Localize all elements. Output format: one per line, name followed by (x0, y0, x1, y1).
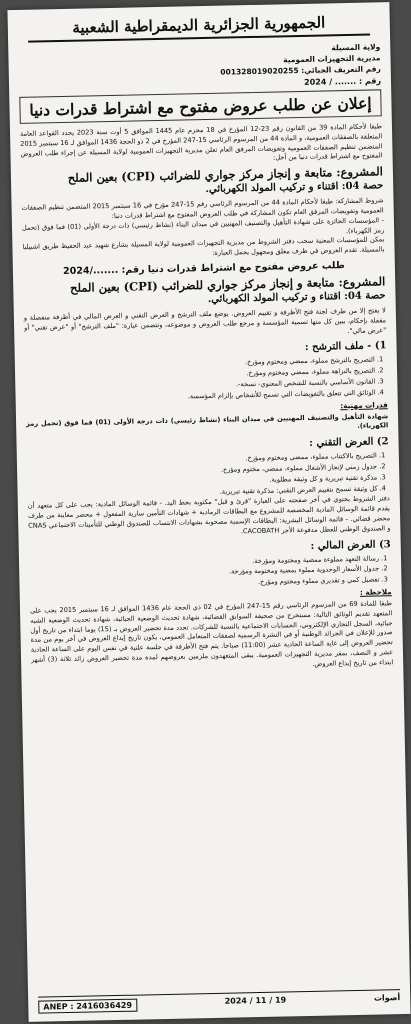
reference-number: رقم : ....... / 2024 (304, 76, 382, 87)
issuer-block (18, 41, 381, 82)
wilaya-label: ولاية المسيلة (331, 42, 381, 53)
anep-number: ANEP : 2416036429 (38, 999, 137, 1014)
newspaper-name: أصوات (373, 993, 401, 1003)
intro-paragraph: طبقا لأحكام المادة 39 من القانون رقم 23-12 المؤرخ في 18 محرم عام 1445 الموافق 5 أوت سنة 2023 يحدد القواعد العامة المتعلقة بالصفقات العمومية، و المادة 44 من المرسوم الرئاسي 15-247 المؤرخ في 2 ذو الحجة 1436 الموافق لـ 16 سبتمبر 2015 المتضمن تنظيم الصفقات العمومية وتفويضات المرفق العام تعلن مديرية التجهيزات العمومية لولاية المسيلة عن إجراء طلب العروض المفتوح مع اشتراط قدرات دنيا من أجل: (19, 122, 383, 162)
project-title: المشروع: متابعة و إنجاز مركز جواري للضرائب (CPI) بعين الملح (67, 164, 384, 186)
conditions-paragraph: شروط المشاركة: طبقا لأحكام المادة 44 من المرسوم الرئاسي رقم 15-247 مؤرخ في 16 سبتمبر 2015 المتضمن تنظيم الصفقات العمومية وتفويضات المرفق العام تكون المشاركة في طلب العروض المفتوح مع اشتراط قدرات دنيا: - المؤسسات الحائزة على شهادة التأهيل والتصنيف المهنيين في ميدان البناء (نشاط رئيسي) ذات درجة الأولى (01) فما فوق (تحمل رمز الكهرباء). (21, 196, 385, 235)
lot-title-repeat: حصة 04: اقتناء و تركيب المولد الكهربائي. (207, 290, 386, 305)
notes-paragraph: طبقا للمادة 69 من المرسوم الرئاسي رقم 15-247 المؤرخ في 02 ذي الحجة عام 1436 الموافق لـ 16 سبتمبر 2015 يجب على المتعهد تقديم الوثائق التالية: مستخرج من صحيفة السوابق القضائية، شهادة تحديث الوضعية الجبائية، شهادة تحديث الوضعية الشبه جبائية، السجل التجاري الإلكتروني، الحسابات الاجتماعية بالنسبة للشركات. تحدد مدة تحضير العروض بـ (15) يوما ابتداء من تاريخ أول صدور للإعلان في الجرائد الوطنية أو في النشرة الرسمية لصفقات المتعامل العمومي، يكون تاريخ إيداع العروض في آخر يوم من مدة تحضير العروض إلى غاية الساعة الحادية عشر (11:00) صباحا. يتم فتح الأظرفة في جلسة علنية في نفس اليوم على الساعة الحادية عشر و النصف، بمقر مديرية التجهيزات العمومية. يبقى المتعهدون ملزمين بعروضهم لمدة مدة تحضير العروض زائد ثلاثة (3) أشهر ابتداء من تاريخ إيداع العروض. (29, 599, 394, 668)
notes-heading: ملاحظة : (359, 587, 392, 597)
section-2-heading: 2) العرض التقني : (309, 436, 389, 450)
capacity-heading: قدرات مهنية: (340, 399, 388, 410)
list-item: 2. التصريح بالنزاهة مملوء، ممضي ومختوم ومؤرخ. (25, 367, 375, 384)
list-item: 1. رسالة التعهد مملوءة ممضية ومختومة ومؤرخة. (29, 554, 379, 571)
republic-header: الجمهورية الجزائرية الديمقراطية الشعبية (28, 13, 370, 43)
list-item: 1. التصريح بالاكتتاب مملوء، ممضي ومختوم ومؤرخ. (27, 452, 377, 469)
lot-title: حصة 04: اقتناء و تركيب المولد الكهربائي. (205, 180, 384, 196)
footer-bar (38, 989, 400, 1014)
section-3-list (29, 554, 392, 593)
list-item: 3. القانون الأساسي بالنسبة للشخص المعنوي- نسخة-. (25, 377, 375, 394)
directorate-label: مديرية التجهيزات العمومية (283, 53, 381, 65)
section-1-list (25, 356, 388, 406)
envelope-label: طلب عروض مفتوح مع اشتراط قدرات دنيا رقم: ......./2024 (62, 260, 345, 277)
project-title-repeat: المشروع: متابعة و إنجاز مركز جواري للضرائب (CPI) بعين الملح (69, 274, 386, 295)
list-item: 4. كل وثيقة تسمح بتقييم العرض التقني: مذكرة تقنية تبريرية. (28, 484, 378, 501)
publication-date: 2024 / 11 / 19 (224, 995, 287, 1006)
list-item: 3. تفصيل كمي و تقديري مملوء ومختوم ومؤرخ. (29, 576, 379, 593)
tax-id-label: رقم التعريف الجبائي: 001328019020255 (220, 64, 381, 77)
list-item: 4. الوثائق التي تتعلق بالتفويضات التي تسمح للأشخاص بإلزام المؤسسة. (26, 388, 376, 405)
section-1-heading: 1) - ملف الترشح : (304, 340, 387, 354)
section-3-heading: 3) العرض المالي : (310, 538, 391, 552)
section-2-note: دفتر الشروط يحتوي في آخر صفحته على العبارة "قرئ و قبل" مكتوبة بخط اليد. - قائمة الوسائل المادية: يجب على كل متعهد أن يقدم قائمة الوسائل المادية المخصصة للمشروع مع البطاقات الرمادية + شهادات التأمين سارية المفعول + محضر معاينة من طرف محضر قضائي. - قائمة الوسائل البشرية: البطاقات الإسمية مصحوبة بشهادات الانتساب للصندوق الوطني للتأمينات الاجتماعي CNAS و الصندوق الوطني للعطل مدفوعة الأجر CACOBATH. (27, 494, 391, 536)
section-2-list (27, 451, 390, 501)
announcement-title: إعلان عن طلب عروض مفتوح مع اشتراط قدرات دنيا (19, 89, 381, 124)
envelope-note: لا يفتح إلا من طرف لجنة فتح الأظرفة و تقييم العروض. يوضع ملف الترشح و العرض التقني و العرض المالي في أظرفة منفصلة و مقفلة بإحكام، يبين كل منها تسمية المؤسسة و مرجع طلب العروض و موضوعه، وتتضمن عبارة: "ملف الترشح" أو "عرض تقني" أو "عرض مالي". (23, 306, 387, 335)
list-item: 2. جدول زمني لإنجاز الأشغال مملوء، ممضي، مختوم ومؤرخ. (27, 462, 377, 479)
list-item: 1. التصريح بالترشح مملوء، ممضي ومختوم ومؤرخ. (25, 356, 375, 373)
withdraw-paragraph: يمكن للمؤسسات المعنية سحب دفتر الشروط من مديرية التجهيزات العمومية لولاية المسيلة بشارع شهيد عبد الحفيظ طريق اشبيليا بالمسيلة. تقدم العروض في ظرف مغلق ومجهول يحمل العبارة: (22, 235, 385, 258)
newspaper-page (7, 2, 410, 1022)
list-item: 3. مذكرة تقنية تبريرية و كل وثيقة مطلوبة. (27, 473, 377, 490)
capacity-text: شهادة التأهيل والتصنيف المهنيين في ميدان البناء (نشاط رئيسي) ذات درجة الأولى (01) فما فوق (تحمل رمز الكهرباء). (26, 411, 389, 431)
list-item: 2. جدول الأسعار الوحدوية مملوء بمضية ومختومة ومؤرخة. (29, 565, 379, 582)
